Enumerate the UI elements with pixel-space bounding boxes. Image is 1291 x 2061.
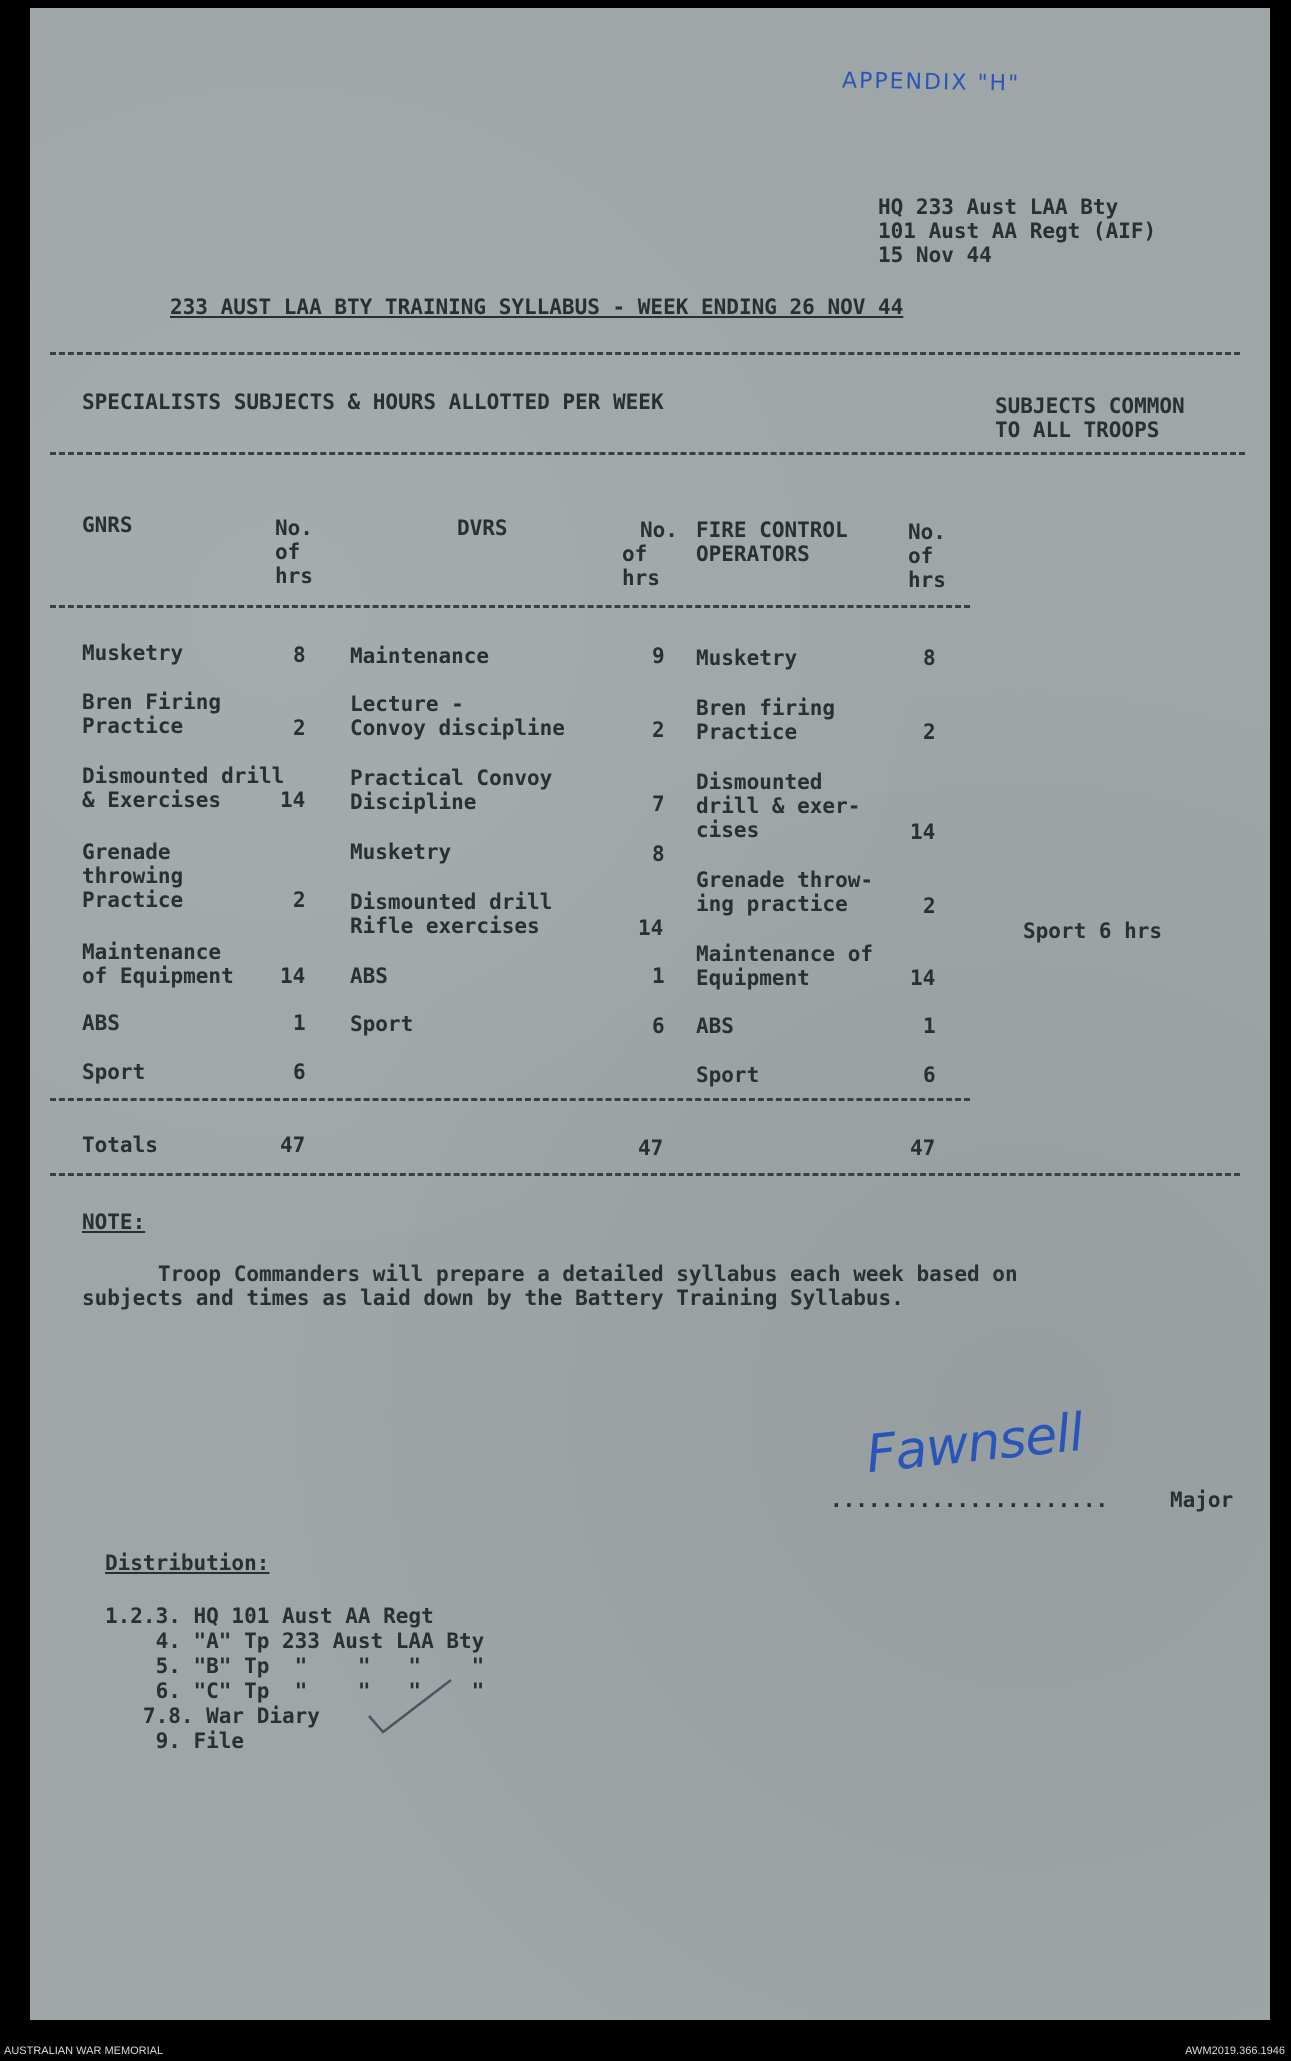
dvrs-item: Convoy discipline xyxy=(350,716,565,740)
header-date-line: 15 Nov 44 xyxy=(878,243,992,267)
col-header-fco-hrs-1: No. xyxy=(908,520,946,544)
col-header-dvrs-hrs-1: No. xyxy=(640,518,678,542)
totals-gnrs: 47 xyxy=(280,1133,306,1157)
divider-bottom xyxy=(50,1173,1240,1176)
dvrs-hrs: 6 xyxy=(652,1014,665,1038)
dvrs-hrs: 8 xyxy=(652,842,665,866)
divider-top xyxy=(50,352,1240,355)
distribution-item: 9. File xyxy=(105,1729,245,1753)
gnrs-item: Dismounted drill xyxy=(82,764,285,788)
gnrs-hrs: 14 xyxy=(280,788,306,812)
fco-item: cises xyxy=(696,818,760,842)
note-heading: NOTE: xyxy=(82,1210,146,1234)
footer-accession: AWM2019.366.1946 xyxy=(1185,2045,1285,2057)
gnrs-item: Maintenance xyxy=(82,940,222,964)
col-header-fco-2: OPERATORS xyxy=(696,542,810,566)
dvrs-item: Discipline xyxy=(350,790,477,814)
dvrs-item: Practical Convoy xyxy=(350,766,553,790)
distribution-item: 7.8. War Diary xyxy=(105,1704,320,1728)
gnrs-item: Practice xyxy=(82,714,184,738)
col-header-gnrs-hrs-1: No. xyxy=(275,516,313,540)
fco-item: Dismounted xyxy=(696,770,823,794)
gnrs-hrs: 2 xyxy=(293,888,306,912)
fco-item: drill & exer- xyxy=(696,794,861,818)
common-subject: Sport 6 hrs xyxy=(1023,919,1163,943)
fco-hrs: 8 xyxy=(923,646,936,670)
divider-header xyxy=(50,605,970,608)
divider-totals xyxy=(50,1098,970,1101)
gnrs-item: of Equipment xyxy=(82,964,234,988)
dvrs-item: Dismounted drill xyxy=(350,890,553,914)
gnrs-hrs: 14 xyxy=(280,964,306,988)
gnrs-item: throwing xyxy=(82,864,184,888)
fco-item: ABS xyxy=(696,1014,734,1038)
dvrs-item: Lecture - xyxy=(350,692,464,716)
dvrs-hrs: 7 xyxy=(652,792,665,816)
fco-hrs: 2 xyxy=(923,720,936,744)
fco-hrs: 14 xyxy=(910,820,936,844)
fco-item: Equipment xyxy=(696,966,810,990)
gnrs-hrs: 2 xyxy=(293,716,306,740)
fco-item: Sport xyxy=(696,1063,760,1087)
col-header-dvrs-hrs-2: of xyxy=(622,542,648,566)
distribution-heading: Distribution: xyxy=(105,1551,270,1575)
section-common-heading-line1: SUBJECTS COMMON xyxy=(995,394,1185,418)
dvrs-item: Rifle exercises xyxy=(350,914,540,938)
document-page xyxy=(30,8,1270,2020)
col-header-fco-1: FIRE CONTROL xyxy=(696,518,848,542)
signature-handwritten: Fawnsell xyxy=(863,1402,1086,1486)
col-header-dvrs: DVRS xyxy=(457,516,508,540)
totals-dvrs: 47 xyxy=(638,1136,664,1160)
checkmark-icon xyxy=(365,1676,455,1736)
dvrs-hrs: 2 xyxy=(652,718,665,742)
dvrs-hrs: 1 xyxy=(652,964,665,988)
col-header-gnrs-hrs-2: of xyxy=(275,540,301,564)
appendix-annotation: APPENDIX "H" xyxy=(841,68,1021,97)
gnrs-item: & Exercises xyxy=(82,788,222,812)
archive-footer xyxy=(0,2043,1291,2061)
section-specialists-heading: SPECIALISTS SUBJECTS & HOURS ALLOTTED PER WEEK xyxy=(82,390,664,414)
col-header-gnrs-hrs-3: hrs xyxy=(275,564,313,588)
col-header-fco-hrs-3: hrs xyxy=(908,568,946,592)
totals-fco: 47 xyxy=(910,1136,936,1160)
gnrs-item: Sport xyxy=(82,1060,146,1084)
gnrs-hrs: 1 xyxy=(293,1011,306,1035)
gnrs-item: Bren Firing xyxy=(82,690,222,714)
gnrs-item: Practice xyxy=(82,888,184,912)
note-line-2: subjects and times as laid down by the Battery Training Syllabus. xyxy=(82,1286,904,1310)
dvrs-item: Maintenance xyxy=(350,644,490,668)
dvrs-item: Musketry xyxy=(350,840,452,864)
col-header-fco-hrs-2: of xyxy=(908,544,934,568)
dvrs-item: ABS xyxy=(350,964,388,988)
gnrs-hrs: 8 xyxy=(293,643,306,667)
distribution-item: 1.2.3. HQ 101 Aust AA Regt xyxy=(105,1604,434,1628)
fco-hrs: 14 xyxy=(910,966,936,990)
gnrs-item: Musketry xyxy=(82,641,184,665)
fco-hrs: 2 xyxy=(923,894,936,918)
fco-item: Grenade throw- xyxy=(696,868,874,892)
header-regiment-line: 101 Aust AA Regt (AIF) xyxy=(878,219,1157,243)
dvrs-item: Sport xyxy=(350,1012,414,1036)
signature-dots: ...................... xyxy=(830,1488,1109,1512)
gnrs-hrs: 6 xyxy=(293,1060,306,1084)
fco-item: Practice xyxy=(696,720,798,744)
fco-hrs: 1 xyxy=(923,1014,936,1038)
fco-item: ing practice xyxy=(696,892,848,916)
document-title: 233 AUST LAA BTY TRAINING SYLLABUS - WEEK ENDING 26 NOV 44 xyxy=(170,295,904,319)
distribution-item: 4. "A" Tp 233 Aust LAA Bty xyxy=(105,1629,485,1653)
col-header-dvrs-hrs-3: hrs xyxy=(622,566,660,590)
footer-institution: AUSTRALIAN WAR MEMORIAL xyxy=(4,2045,164,2057)
distribution-item: 6. "C" Tp " " " " xyxy=(105,1679,485,1703)
distribution-item: 5. "B" Tp " " " " xyxy=(105,1654,485,1678)
dvrs-hrs: 9 xyxy=(652,644,665,668)
dvrs-hrs: 14 xyxy=(638,916,664,940)
divider-section xyxy=(50,452,1245,455)
note-line-1: Troop Commanders will prepare a detailed syllabus each week based on xyxy=(82,1262,1018,1286)
signature-rank: Major xyxy=(1170,1488,1234,1512)
section-common-heading-line2: TO ALL TROOPS xyxy=(995,418,1160,442)
fco-item: Musketry xyxy=(696,646,798,670)
header-unit-line: HQ 233 Aust LAA Bty xyxy=(878,195,1119,219)
fco-hrs: 6 xyxy=(923,1063,936,1087)
totals-label: Totals xyxy=(82,1133,158,1157)
fco-item: Bren firing xyxy=(696,696,836,720)
fco-item: Maintenance of xyxy=(696,942,874,966)
col-header-gnrs: GNRS xyxy=(82,513,133,537)
gnrs-item: ABS xyxy=(82,1011,120,1035)
gnrs-item: Grenade xyxy=(82,840,171,864)
